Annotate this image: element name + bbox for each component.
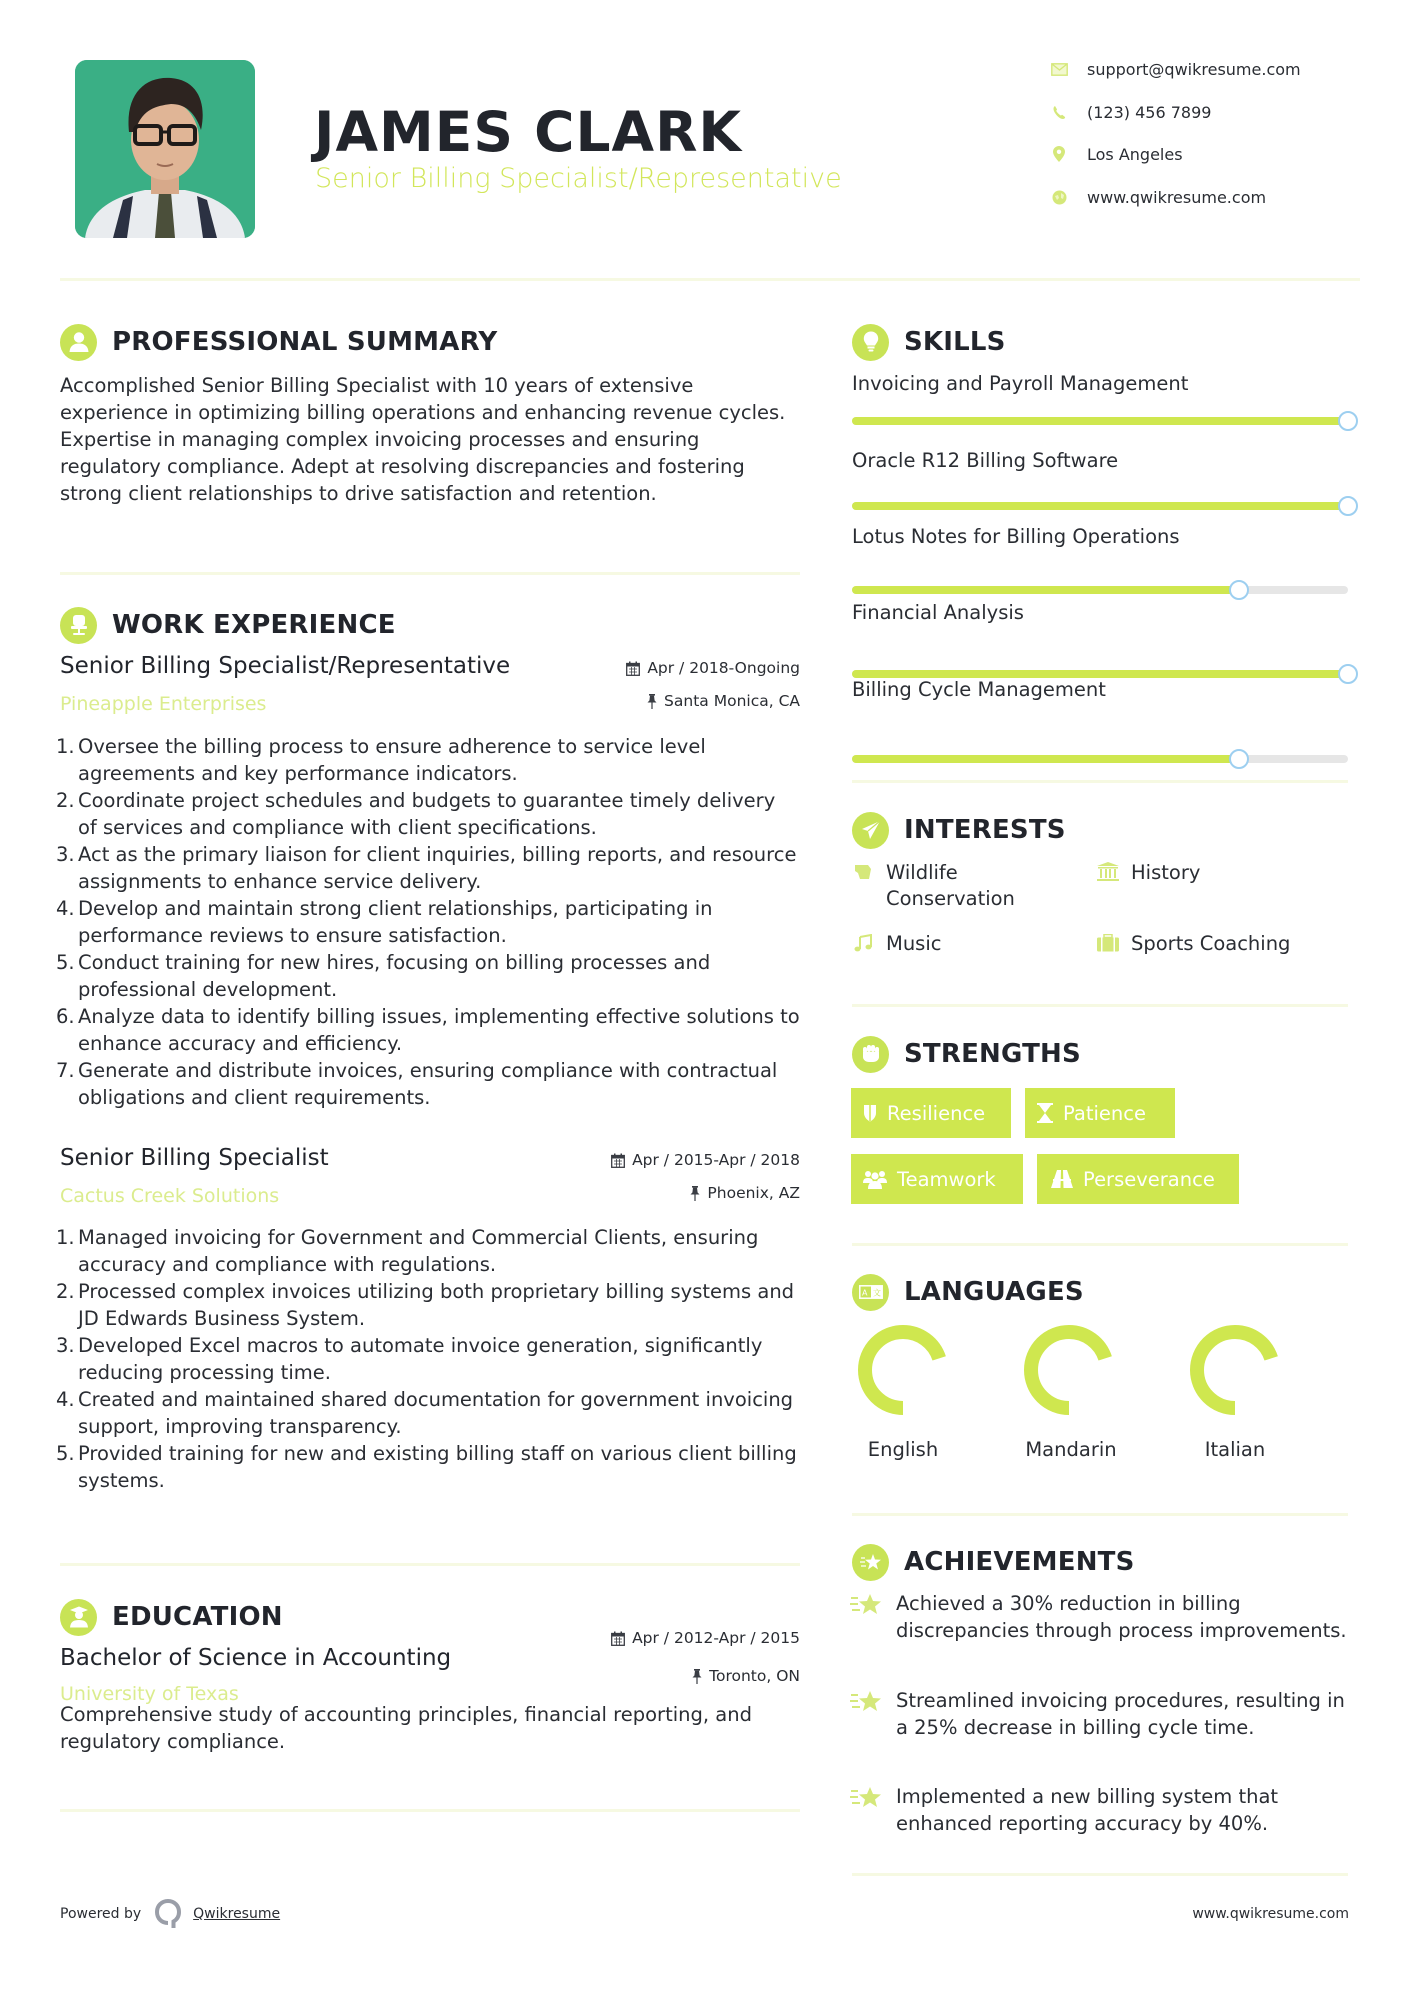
section-header-interests (852, 810, 1066, 850)
interest-item: Sports Coaching (1097, 931, 1357, 957)
candidate-name: JAMES CLARK (314, 100, 743, 164)
users-icon (863, 1169, 887, 1189)
education-description: Comprehensive study of accounting principles, financial reporting, and regulatory compliance. (60, 1703, 752, 1753)
job-dates-text: Apr / 2018-Ongoing (647, 659, 800, 677)
section-header-languages (852, 1272, 1084, 1312)
profile-photo (75, 60, 255, 238)
road-icon (1051, 1170, 1073, 1188)
job-title: Senior Billing Specialist (60, 1145, 329, 1171)
powered-by (60, 1899, 280, 1929)
interest-item: History (1097, 860, 1337, 886)
section-title: SKILLS (904, 327, 1006, 357)
section-header-experience (60, 605, 396, 645)
skill-bar-knob (1338, 411, 1358, 431)
achievement-item: Achieved a 30% reduction in billing discrepancies through process improvements. (850, 1590, 1350, 1644)
calendar-icon (611, 1153, 625, 1168)
contact-email[interactable] (1050, 56, 1370, 82)
strength-chip: Patience (1025, 1088, 1175, 1138)
duty-item: 5. Provided training for new and existing billing staff on various client billing systems. (56, 1442, 797, 1492)
skill-bar-knob (1338, 664, 1358, 684)
duty-item: 2. Coordinate project schedules and budgets to guarantee timely delivery of services and compliance with client specifications. (56, 789, 776, 839)
section-title: LANGUAGES (904, 1277, 1084, 1307)
office-chair-icon (60, 607, 97, 644)
section-divider (60, 572, 800, 575)
strength-chip: Perseverance (1037, 1154, 1239, 1204)
skill-bar-fill (852, 502, 1348, 510)
pushpin-icon (647, 694, 657, 709)
skill-bar (852, 755, 1348, 763)
language-label: Mandarin (1025, 1438, 1117, 1461)
phone-icon (1050, 103, 1068, 121)
skill-bar-knob (1229, 580, 1249, 600)
strength-chip: Resilience (851, 1088, 1011, 1138)
section-divider (852, 1004, 1348, 1007)
section-title: EDUCATION (112, 1602, 283, 1632)
skill-bar (852, 586, 1348, 594)
map-pin-icon (1050, 145, 1068, 163)
job-location-text: Phoenix, AZ (707, 1184, 800, 1202)
qwikresume-link[interactable]: Qwikresume (193, 1906, 281, 1922)
section-divider (60, 1563, 800, 1566)
language-label: English (867, 1438, 939, 1461)
candidate-headline: Senior Billing Specialist/Representative (315, 163, 842, 194)
progress-ring-icon (1187, 1322, 1283, 1418)
paper-plane-icon (852, 812, 889, 849)
duty-item: 6. Analyze data to identify billing issues, implementing effective solutions to enhance accuracy and efficiency. (56, 1005, 800, 1055)
language-gauge-english (855, 1322, 951, 1418)
skill-bar (852, 502, 1348, 510)
strength-chip: Teamwork (851, 1154, 1023, 1204)
section-divider (852, 1513, 1348, 1516)
hourglass-icon (1037, 1103, 1053, 1123)
briefcase-icon (1097, 931, 1119, 955)
section-divider (60, 1809, 800, 1812)
contact-email-text: support@qwikresume.com (1087, 59, 1301, 79)
section-divider (852, 780, 1348, 783)
star-badge-icon (852, 1544, 889, 1581)
calendar-icon (626, 661, 640, 676)
skill-label: Financial Analysis (852, 601, 1024, 624)
svg-text:文: 文 (872, 1288, 881, 1298)
globe-icon (1050, 188, 1068, 206)
degree-title: Bachelor of Science in Accounting (60, 1645, 452, 1671)
job-dates (560, 659, 800, 677)
section-header-skills (852, 322, 1006, 362)
duty-item: 4. Created and maintained shared documentation for government invoicing support, improving transparency. (56, 1388, 794, 1438)
duty-item: 2. Processed complex invoices utilizing both proprietary billing systems and JD Edwards Business System. (56, 1280, 795, 1330)
job-title: Senior Billing Specialist/Representative (60, 653, 511, 679)
pushpin-icon (692, 1669, 702, 1684)
education-dates-text: Apr / 2012-Apr / 2015 (632, 1629, 800, 1647)
section-header-achievements (852, 1542, 1135, 1582)
shooting-star-icon (850, 1590, 884, 1618)
section-title: STRENGTHS (904, 1039, 1081, 1069)
achievement-item: Streamlined invoicing procedures, resulting in a 25% decrease in billing cycle time. (850, 1687, 1350, 1741)
museum-icon (1097, 860, 1119, 884)
job-location (560, 1184, 800, 1202)
leaf-icon (852, 860, 874, 884)
skill-bar-fill (852, 586, 1239, 594)
fist-icon (852, 1036, 889, 1073)
job-duties-list (56, 1224, 800, 1494)
person-portrait-icon (75, 60, 255, 238)
contact-phone[interactable] (1050, 99, 1370, 125)
achievement-item: Implemented a new billing system that enhanced reporting accuracy by 40%. (850, 1783, 1350, 1837)
graduate-icon (60, 1599, 97, 1636)
music-note-icon (852, 931, 874, 955)
section-divider (852, 1873, 1348, 1876)
skill-bar-fill (852, 417, 1348, 425)
skill-label: Invoicing and Payroll Management (852, 372, 1189, 395)
shield-icon (863, 1104, 877, 1122)
calendar-icon (611, 1631, 625, 1646)
language-gauge-mandarin (1021, 1322, 1117, 1418)
duty-item: 7. Generate and distribute invoices, ensuring compliance with contractual obligations and client requirements. (56, 1059, 778, 1109)
powered-by-label: Powered by (60, 1906, 142, 1922)
duty-item: 4. Develop and maintain strong client relationships, participating in performance reviews to ensure satisfaction. (56, 897, 713, 947)
shooting-star-icon (850, 1687, 884, 1715)
job-dates (560, 1151, 800, 1169)
skill-bar-knob (1338, 496, 1358, 516)
duty-item: 5. Conduct training for new hires, focusing on billing processes and professional development. (56, 951, 711, 1001)
qwikresume-logo-icon (155, 1899, 181, 1929)
language-gauge-italian (1187, 1322, 1283, 1418)
section-divider (852, 1243, 1348, 1246)
footer-website-link[interactable]: www.qwikresume.com (1192, 1906, 1349, 1922)
duty-item: 3. Developed Excel macros to automate invoice generation, significantly reducing processing time. (56, 1334, 763, 1384)
svg-text:A: A (861, 1288, 867, 1298)
duty-item: 3. Act as the primary liaison for client inquiries, billing reports, and resource assignments to enhance service delivery. (56, 843, 797, 893)
contact-phone-text: (123) 456 7899 (1087, 102, 1212, 122)
section-title: INTERESTS (904, 815, 1066, 845)
section-header-education (60, 1597, 283, 1637)
section-title: ACHIEVEMENTS (904, 1547, 1135, 1577)
language-label: Italian (1204, 1438, 1266, 1461)
education-location-text: Toronto, ON (709, 1667, 800, 1685)
skill-label: Lotus Notes for Billing Operations (852, 525, 1180, 548)
duty-item: 1. Managed invoicing for Government and Commercial Clients, ensuring accuracy and compliance with regulations. (56, 1226, 759, 1276)
progress-ring-icon (1021, 1322, 1117, 1418)
job-location (560, 692, 800, 710)
skill-bar (852, 417, 1348, 425)
skill-bar-fill (852, 670, 1348, 678)
job-duties-list (56, 733, 800, 1111)
skill-bar-fill (852, 755, 1239, 763)
contact-location-text: Los Angeles (1087, 144, 1183, 164)
skill-label: Billing Cycle Management (852, 678, 1106, 701)
job-company: Pineapple Enterprises (60, 693, 267, 715)
skill-bar-knob (1229, 749, 1249, 769)
header-divider (60, 278, 1360, 281)
envelope-icon (1050, 60, 1068, 78)
pushpin-icon (690, 1186, 700, 1201)
interest-item: Music (852, 931, 1082, 957)
contact-website[interactable] (1050, 184, 1370, 210)
job-company: Cactus Creek Solutions (60, 1185, 280, 1207)
section-title: PROFESSIONAL SUMMARY (112, 327, 498, 357)
translate-icon (852, 1274, 889, 1311)
education-location (560, 1667, 800, 1685)
section-title: WORK EXPERIENCE (112, 610, 396, 640)
skill-label: Oracle R12 Billing Software (852, 449, 1119, 472)
education-dates (560, 1629, 800, 1647)
contact-website-text: www.qwikresume.com (1087, 187, 1267, 207)
interest-item: Wildlife Conservation (852, 860, 1082, 912)
user-icon (60, 324, 97, 361)
duty-item: 1. Oversee the billing process to ensure adherence to service level agreements and key performance indicators. (56, 735, 706, 785)
job-dates-text: Apr / 2015-Apr / 2018 (632, 1151, 800, 1169)
section-header-summary (60, 322, 497, 362)
skill-bar (852, 670, 1348, 678)
contact-location (1050, 141, 1370, 167)
lightbulb-icon (852, 324, 889, 361)
summary-text: Accomplished Senior Billing Specialist with 10 years of extensive experience in optimizing billing operations and enhancing revenue cycles. Expertise in managing complex invoicing processes and ensuring regulatory compliance. Adept at resolving discrepancies and fostering strong client relationships to drive satisfaction and retention. (60, 374, 786, 505)
job-location-text: Santa Monica, CA (664, 692, 800, 710)
progress-ring-icon (855, 1322, 951, 1418)
section-header-strengths (852, 1034, 1081, 1074)
shooting-star-icon (850, 1783, 884, 1811)
school-name: University of Texas (60, 1683, 239, 1705)
